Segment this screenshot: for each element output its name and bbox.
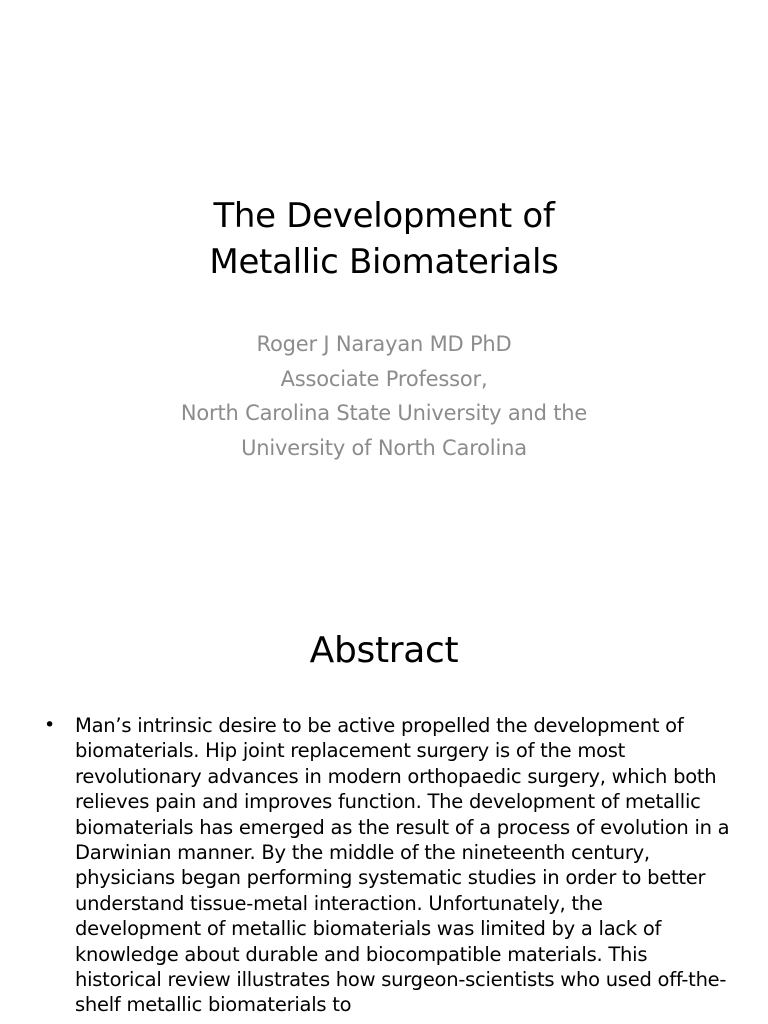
abstract-heading: Abstract: [309, 630, 459, 671]
author-affiliation-line-1: North Carolina State University and the: [180, 401, 588, 425]
abstract-text: Man’s intrinsic desire to be active propelled the development of biomaterials. Hip joint replacement surgery is of the most revolutionary advances in modern orthopaedic surgery, which both relieves pain and improves function. The development of metallic biomaterials has emerged as the result of a process of evolution in a Darwinian manner. By the middle of the nineteenth century, physicians began performing systematic studies in order to better understand tissue-metal interaction. Unfortunately, the development of metallic biomaterials was limited by a lack of knowledge about durable and biocompatible materials. This historical review illustrates how surgeon-scientists who used off-the-shelf metallic biomaterials to: [75, 714, 730, 1017]
abstract-bullet-item: [44, 713, 734, 1018]
slide-title-line-1: The Development of: [213, 196, 555, 236]
bullet-icon: •: [44, 714, 55, 736]
slide-subtitle: [0, 327, 768, 465]
abstract-bullet-list: [44, 713, 734, 1018]
author-name: Roger J Narayan MD PhD: [256, 332, 512, 356]
author-affiliation-line-2: University of North Carolina: [241, 435, 527, 460]
abstract-slide: [0, 576, 768, 1024]
author-position: Associate Professor,: [280, 366, 488, 391]
slide-title-line-2: Metallic Biomaterials: [209, 242, 559, 282]
slide-title: [0, 193, 768, 285]
